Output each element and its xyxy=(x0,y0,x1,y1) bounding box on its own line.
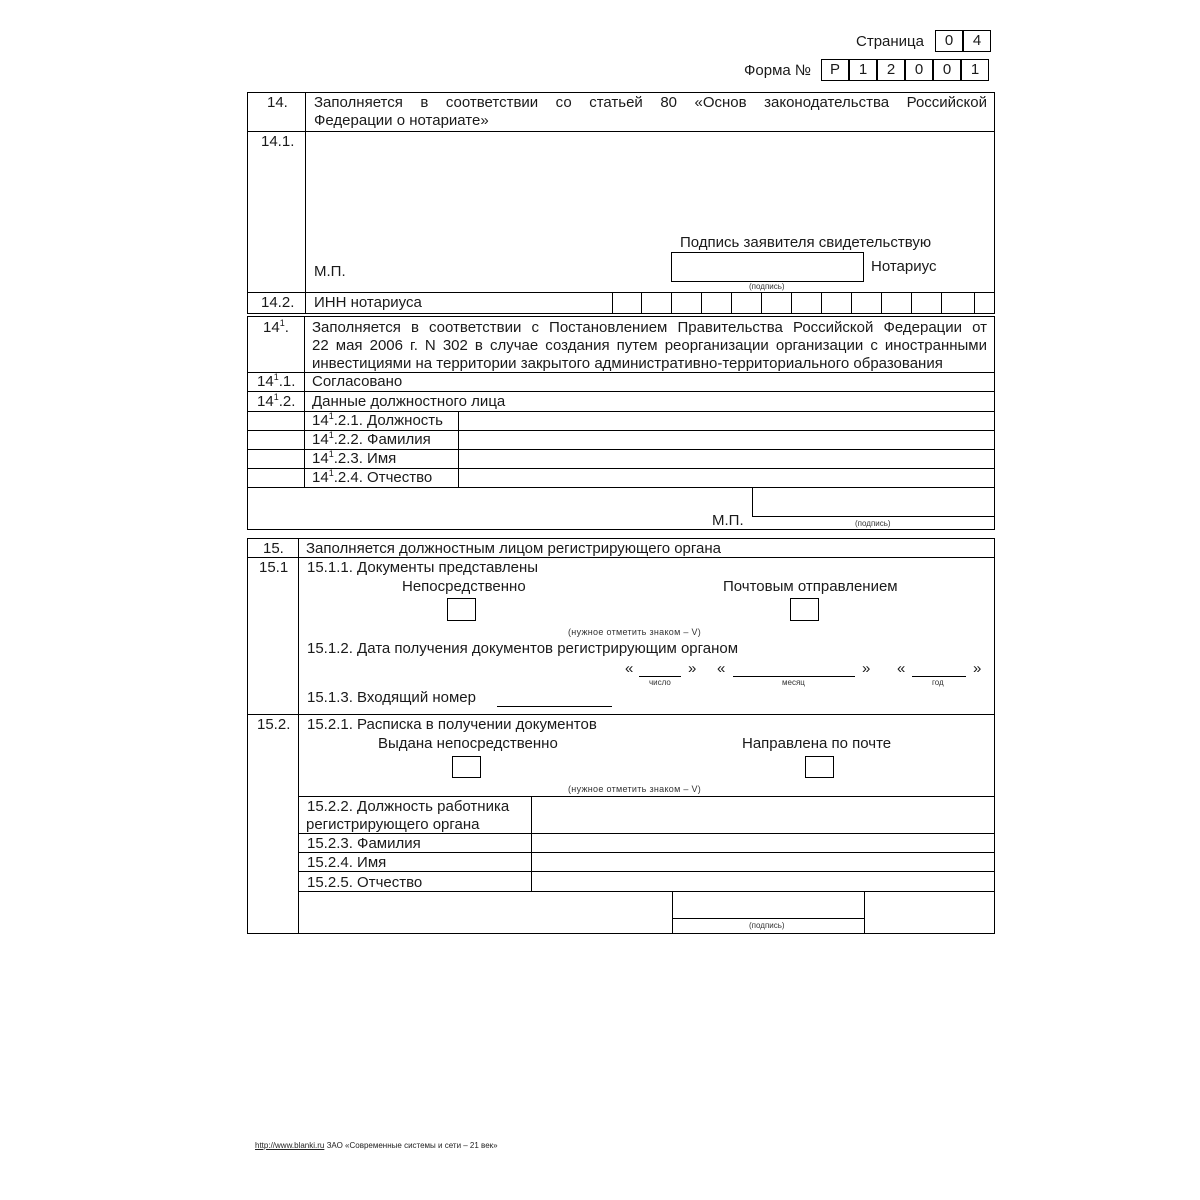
inn-digit-cell[interactable] xyxy=(852,292,882,313)
form-digit: 1 xyxy=(849,59,877,81)
stamp-label: М.П. xyxy=(712,512,744,529)
inn-digit-cell[interactable] xyxy=(822,292,852,313)
signature-caption: (подпись) xyxy=(749,921,785,930)
month-caption: месяц xyxy=(782,678,805,687)
official-name-field[interactable] xyxy=(459,449,994,468)
section-14a-text-line1: Заполняется в соответствии с Постановлением Правительства Российской Федерации от xyxy=(312,319,987,336)
issued-option-label: Выдана непосредственно xyxy=(378,735,558,752)
inn-digit-cell[interactable] xyxy=(702,292,732,313)
quote-close: » xyxy=(688,660,697,677)
row-14-2-number: 14.2. xyxy=(261,294,295,311)
row-15-2-number: 15.2. xyxy=(257,716,291,733)
row-15-1-number: 15.1 xyxy=(259,559,289,576)
employee-surname-label: 15.2.3. Фамилия xyxy=(307,835,421,852)
issued-checkbox[interactable] xyxy=(452,756,481,778)
stamp-label: М.П. xyxy=(314,263,346,280)
mail-checkbox[interactable] xyxy=(790,598,819,621)
official-signature-field[interactable] xyxy=(753,488,994,516)
page-digit: 0 xyxy=(935,30,963,52)
notary-inn-label: ИНН нотариуса xyxy=(314,294,422,311)
quote-close: » xyxy=(862,660,871,677)
inn-digit-cell[interactable] xyxy=(912,292,942,313)
inn-digit-cell[interactable] xyxy=(882,292,912,313)
form-digit: 0 xyxy=(905,59,933,81)
inn-digit-cell[interactable] xyxy=(762,292,792,313)
employee-name-label: 15.2.4. Имя xyxy=(307,854,387,871)
notary-label: Нотариус xyxy=(871,258,937,275)
employee-position-label-line1: 15.2.2. Должность работника xyxy=(307,798,510,815)
quote-open: « xyxy=(717,660,726,677)
quote-open: « xyxy=(625,660,634,677)
receipt-label: 15.2.1. Расписка в получении документов xyxy=(307,716,597,733)
mark-note: (нужное отметить знаком – V) xyxy=(568,627,702,637)
employee-name-field[interactable] xyxy=(532,853,994,871)
form-digit: 2 xyxy=(877,59,905,81)
official-patronymic-field[interactable] xyxy=(459,468,994,487)
page-label: Страница xyxy=(856,33,924,50)
section-14a-number: $14^1$. xyxy=(263,318,289,336)
employee-surname-field[interactable] xyxy=(532,834,994,852)
section-15-number: 15. xyxy=(263,540,284,557)
quote-close: » xyxy=(973,660,982,677)
form-number-cells xyxy=(821,59,993,81)
direct-option-label: Непосредственно xyxy=(402,578,526,595)
section-14-number: 14. xyxy=(267,94,288,111)
official-name-label: $14^1.2.3$. Имя xyxy=(312,449,397,467)
form-digit: 0 xyxy=(933,59,961,81)
month-field[interactable] xyxy=(733,660,855,676)
receipt-date-label: 15.1.2. Дата получения документов регистрирующим органом xyxy=(307,640,739,657)
employee-position-label-line2: регистрирующего органа xyxy=(306,816,480,833)
footer-link[interactable]: http://www.blanki.ru xyxy=(255,1141,325,1150)
day-caption: число xyxy=(649,678,671,687)
notary-signature-field[interactable] xyxy=(671,252,864,282)
incoming-number-label: 15.1.3. Входящий номер xyxy=(307,689,476,706)
section-15-title: Заполняется должностным лицом регистрирующего органа xyxy=(306,540,722,557)
inn-digit-cell[interactable] xyxy=(732,292,762,313)
employee-position-field[interactable] xyxy=(532,797,994,833)
official-surname-label: $14^1.2.2$. Фамилия xyxy=(312,430,431,448)
sent-option-label: Направлена по почте xyxy=(742,735,892,752)
section-14a-text-line2: 22 мая 2006 г. N 302 в случае создания путем реорганизации организации с иностранными xyxy=(312,337,987,354)
signature-caption: (подпись) xyxy=(749,282,785,291)
employee-signature-field[interactable] xyxy=(673,892,863,918)
day-field[interactable] xyxy=(639,660,681,676)
row-14-1-number: 14.1. xyxy=(261,133,295,150)
page-number-cells xyxy=(935,30,993,52)
year-field[interactable] xyxy=(912,660,966,676)
sent-checkbox[interactable] xyxy=(805,756,834,778)
inn-digit-cell[interactable] xyxy=(612,292,642,313)
mail-option-label: Почтовым отправлением xyxy=(723,578,898,595)
section-14-text-line2: Федерации о нотариате» xyxy=(314,112,489,129)
form-digit: 1 xyxy=(961,59,989,81)
inn-digit-cell[interactable] xyxy=(792,292,822,313)
year-caption: год xyxy=(932,678,944,687)
agreed-label: Согласовано xyxy=(312,373,403,390)
official-patronymic-label: $14^1.2.4$. Отчество xyxy=(312,468,433,486)
inn-digit-cell[interactable] xyxy=(642,292,672,313)
section-14-text-line1: Заполняется в соответствии со статьей 80 «Основ законодательства Российской xyxy=(314,94,987,111)
mark-note: (нужное отметить знаком – V) xyxy=(568,784,702,794)
form-digit: Р xyxy=(821,59,849,81)
inn-digit-cell[interactable] xyxy=(942,292,975,313)
signature-caption: (подпись) xyxy=(855,519,891,528)
row-14a-2-number: $14^1.2$. xyxy=(257,392,296,410)
official-data-label: Данные должностного лица xyxy=(312,393,506,410)
official-position-label: $14^1.2.1$. Должность xyxy=(312,411,443,429)
incoming-number-field[interactable] xyxy=(497,690,612,706)
inn-digit-cell[interactable] xyxy=(672,292,702,313)
employee-patronymic-field[interactable] xyxy=(532,872,994,891)
footer xyxy=(255,1141,498,1150)
direct-checkbox[interactable] xyxy=(447,598,476,621)
documents-submitted-label: 15.1.1. Документы представлены xyxy=(307,559,539,576)
row-14a-1-number: $14^1.1$. xyxy=(257,372,296,390)
footer-text: ЗАО «Современные системы и сети – 21 век» xyxy=(324,1141,498,1150)
quote-open: « xyxy=(897,660,906,677)
official-surname-field[interactable] xyxy=(459,430,994,449)
official-position-field[interactable] xyxy=(459,411,994,430)
witness-text: Подпись заявителя свидетельствую xyxy=(680,234,932,251)
form-label: Форма № xyxy=(744,62,812,79)
page-digit: 4 xyxy=(963,30,991,52)
employee-patronymic-label: 15.2.5. Отчество xyxy=(307,874,423,891)
section-14a-text-line3: инвестициями на территории закрытого административно-территориального образования xyxy=(312,355,943,372)
